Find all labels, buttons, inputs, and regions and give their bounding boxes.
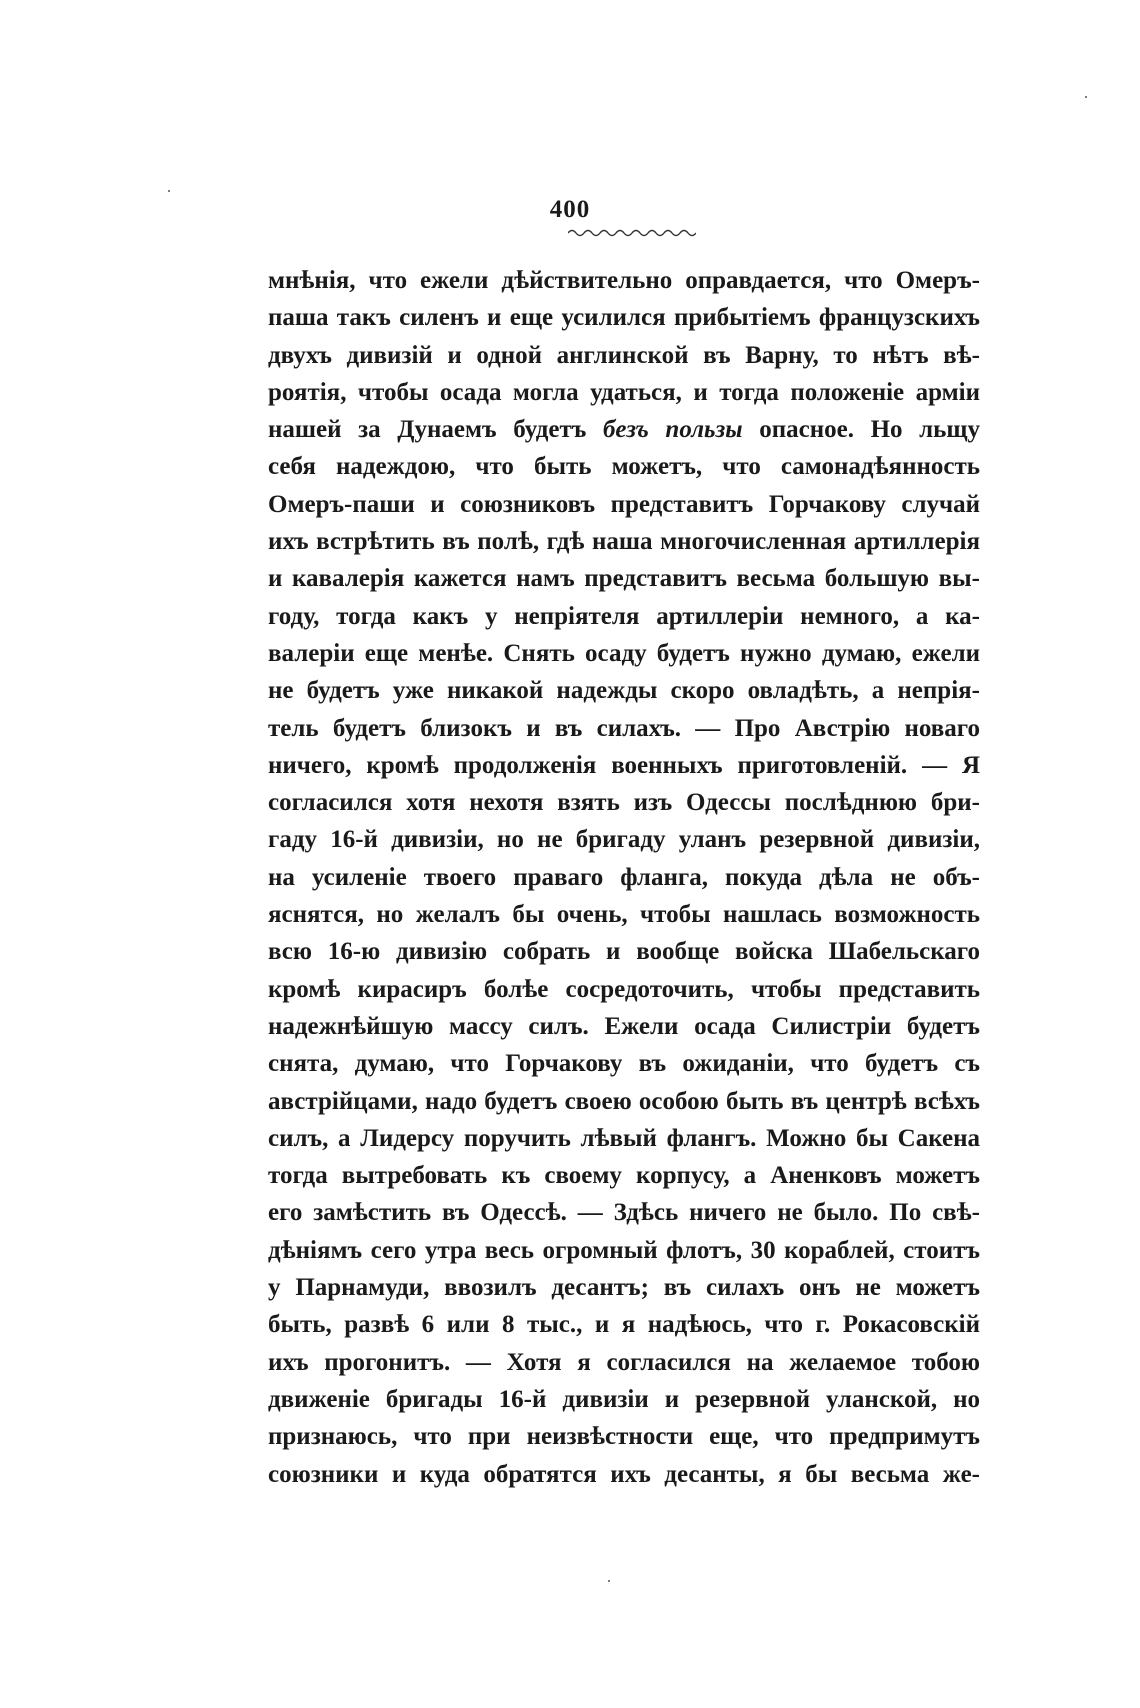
text-line: снята, думаю, что Горчакову въ ожиданіи, что будетъ съ xyxy=(268,1050,980,1078)
text-line: движеніе бригады 16-й дивизіи и резервной уланской, но xyxy=(268,1385,980,1413)
text-line: тель будетъ близокъ и въ силахъ. — Про Австрію новаго xyxy=(268,714,980,742)
text-line: ихъ прогонитъ. — Хотя я согласился на желаемое тобою xyxy=(268,1348,980,1376)
text-line: себя надеждою, что быть можетъ, что самонадѣянность xyxy=(268,453,980,481)
text-line: году, тогда какъ у непріятеля артиллеріи немного, а ка- xyxy=(268,602,980,630)
text-line: валеріи еще менѣе. Снять осаду будетъ нужно думаю, ежели xyxy=(268,639,980,667)
text-line: кромѣ кирасиръ болѣе сосредоточить, чтобы представить xyxy=(268,975,980,1003)
body-text xyxy=(268,262,980,1493)
text-line: быть, развѣ 6 или 8 тыс., и я надѣюсь, что г. Рокасовскій xyxy=(268,1311,980,1339)
print-speck xyxy=(168,190,170,192)
text-line: тогда вытребовать къ своему корпусу, а Аненковъ можетъ xyxy=(268,1162,980,1190)
text-line: австрійцами, надо будетъ своею особою быть въ центрѣ всѣхъ xyxy=(268,1087,980,1115)
text-line: ихъ встрѣтить въ полѣ, гдѣ наша многочисленная артиллерія xyxy=(268,528,980,556)
text-line: двухъ дивизій и одной англинской въ Варну, то нѣтъ вѣ- xyxy=(268,341,980,369)
text-line: надежнѣйшую массу силъ. Ежели осада Силистріи будетъ xyxy=(268,1012,980,1040)
text-line: и кавалерія кажется намъ представитъ весьма большую вы- xyxy=(268,565,980,593)
text-line: ничего, кромѣ продолженія военныхъ приготовленій. — Я xyxy=(268,751,980,779)
text-line: роятія, чтобы осада могла удаться, и тогда положеніе арміи xyxy=(268,378,980,406)
text-line: гаду 16-й дивизіи, но не бригаду уланъ резервной дивизіи, xyxy=(268,826,980,854)
text-line: дѣніямъ сего утра весь огромный флотъ, 30 кораблей, стоитъ xyxy=(268,1236,980,1264)
text-line: Омеръ-паши и союзниковъ представитъ Горчакову случай xyxy=(268,490,980,518)
text-line: мнѣнія, что ежели дѣйствительно оправдается, что Омеръ- xyxy=(268,267,980,294)
text-line: согласился хотя нехотя взять изъ Одессы послѣднюю бри- xyxy=(268,789,980,817)
text-line: силъ, а Лидерсу поручить лѣвый флангъ. Можно бы Сакена xyxy=(268,1124,980,1152)
text-segment: опасное. Но льщу xyxy=(742,416,980,444)
text-segment: нашей за Дунаемъ будетъ xyxy=(268,416,603,444)
text-line: всю 16-ю дивизію собрать и вообще войска Шабельскаго xyxy=(268,938,980,966)
text-line: яснятся, но желалъ бы очень, чтобы нашлась возможность xyxy=(268,901,980,929)
page-number: 400 xyxy=(549,196,591,223)
print-speck xyxy=(1085,96,1087,98)
text-line: его замѣстить въ Одессѣ. — Здѣсь ничего не было. По свѣ- xyxy=(268,1199,980,1227)
text-line: у Парнамуди, ввозилъ десантъ; въ силахъ онъ не можетъ xyxy=(268,1274,980,1302)
text-line: не будетъ уже никакой надежды скоро овладѣть, а непрія- xyxy=(268,677,980,705)
text-line: паша такъ силенъ и еще усилился прибытіемъ французскихъ xyxy=(268,304,980,332)
italic-phrase: безъ пользы xyxy=(602,416,743,444)
text-line: на усиленіе твоего праваго фланга, покуда дѣла не объ- xyxy=(268,863,980,891)
text-line: союзники и куда обратятся ихъ десанты, я бы весьма же- xyxy=(268,1460,980,1488)
wavy-rule-ornament xyxy=(568,228,696,238)
text-line: признаюсь, что при неизвѣстности еще, что предпримутъ xyxy=(268,1423,980,1451)
print-speck xyxy=(608,1580,610,1582)
text-line xyxy=(268,411,980,448)
